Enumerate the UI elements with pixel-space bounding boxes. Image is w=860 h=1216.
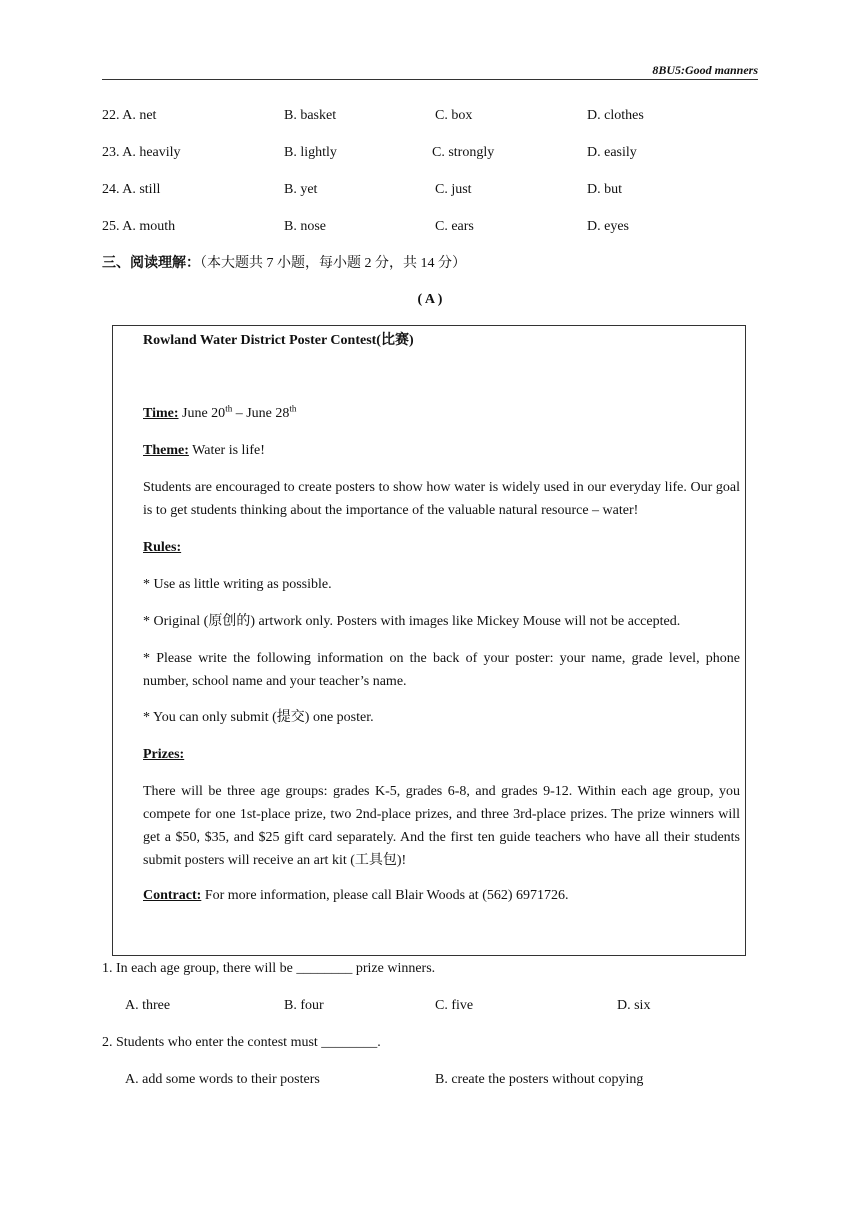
option-b: B. basket (284, 108, 337, 123)
prizes-label-text: Prizes: (143, 747, 185, 762)
option-c: C. strongly (432, 145, 495, 160)
option-d: D. eyes (587, 219, 629, 234)
rule-2: * Original (原创的) artwork only. Posters with images like Mickey Mouse will not be accepted. (143, 614, 681, 629)
q1-option-c: C. five (435, 998, 474, 1013)
q2-option-a: A. add some words to their posters (125, 1072, 320, 1087)
option-c: C. just (435, 182, 472, 197)
option-c: C. ears (435, 219, 474, 234)
section-heading (102, 254, 466, 274)
notice-box (112, 325, 746, 956)
q1-option-a: A. three (125, 998, 171, 1013)
time-label: Time: (143, 406, 179, 421)
option-b: B. nose (284, 219, 326, 234)
time-end-sup: th (289, 403, 297, 414)
notice-theme (143, 439, 740, 462)
option-c: C. box (435, 108, 473, 123)
prizes-text: There will be three age groups: grades K-5, grades 6-8, and grades 9-12. Within each age group, you compete for one 1st-place prize, two 2nd-place prizes, and three 3rd-place prizes. The prize winners will get a $50, $35, and $25 gift card separately. And the first ten guide teachers who have all their students submit posters will receive an art kit (工具包)! (143, 784, 740, 868)
option-b: B. yet (284, 182, 318, 197)
notice-contract (143, 884, 740, 907)
time-end: – June 28 (232, 406, 290, 421)
section-note: （本大题共 7 小题，每小题 2 分，共 14 分） (200, 256, 466, 271)
q1-option-d: D. six (617, 998, 651, 1013)
contract-text: For more information, please call Blair Woods at (562) 6971726. (201, 888, 569, 903)
page-header: 8BU5:Good manners (652, 63, 758, 77)
question-2: 2. Students who enter the contest must ________. (102, 1035, 381, 1050)
section-title: 三、阅读理解： (102, 256, 200, 271)
option-a: 23. A. heavily (102, 145, 181, 160)
option-a: 25. A. mouth (102, 219, 176, 234)
option-b: B. lightly (284, 145, 337, 160)
time-start: June 20 (178, 406, 226, 421)
time-start-sup: th (225, 403, 233, 414)
option-d: D. but (587, 182, 622, 197)
option-a: 24. A. still (102, 182, 161, 197)
rules-label-text: Rules: (143, 540, 182, 555)
option-d: D. clothes (587, 108, 644, 123)
notice-title: Rowland Water District Poster Contest(比赛) (143, 333, 414, 348)
rule-1: * Use as little writing as possible. (143, 577, 332, 592)
header-divider (102, 79, 758, 80)
option-a: 22. A. net (102, 108, 157, 123)
passage-label: ( A ) (417, 292, 443, 307)
prizes-label (143, 743, 740, 766)
theme-label: Theme: (143, 443, 189, 458)
q1-option-b: B. four (284, 998, 324, 1013)
option-d: D. easily (587, 145, 637, 160)
notice-intro: Students are encouraged to create posters to show how water is widely used in our everyday life. Our goal is to get students thinking about the importance of the valuable natural resource – water! (143, 480, 740, 518)
rule-3: * Please write the following information on the back of your poster: your name, grade level, phone number, school name and your teacher’s name. (143, 651, 740, 689)
theme-text: Water is life! (188, 443, 265, 458)
rule-4: * You can only submit (提交) one poster. (143, 710, 374, 725)
notice-time (143, 402, 740, 425)
question-1: 1. In each age group, there will be ________ prize winners. (102, 961, 436, 976)
rules-label (143, 536, 740, 559)
contract-label: Contract: (143, 888, 202, 903)
q2-option-b: B. create the posters without copying (435, 1072, 644, 1087)
